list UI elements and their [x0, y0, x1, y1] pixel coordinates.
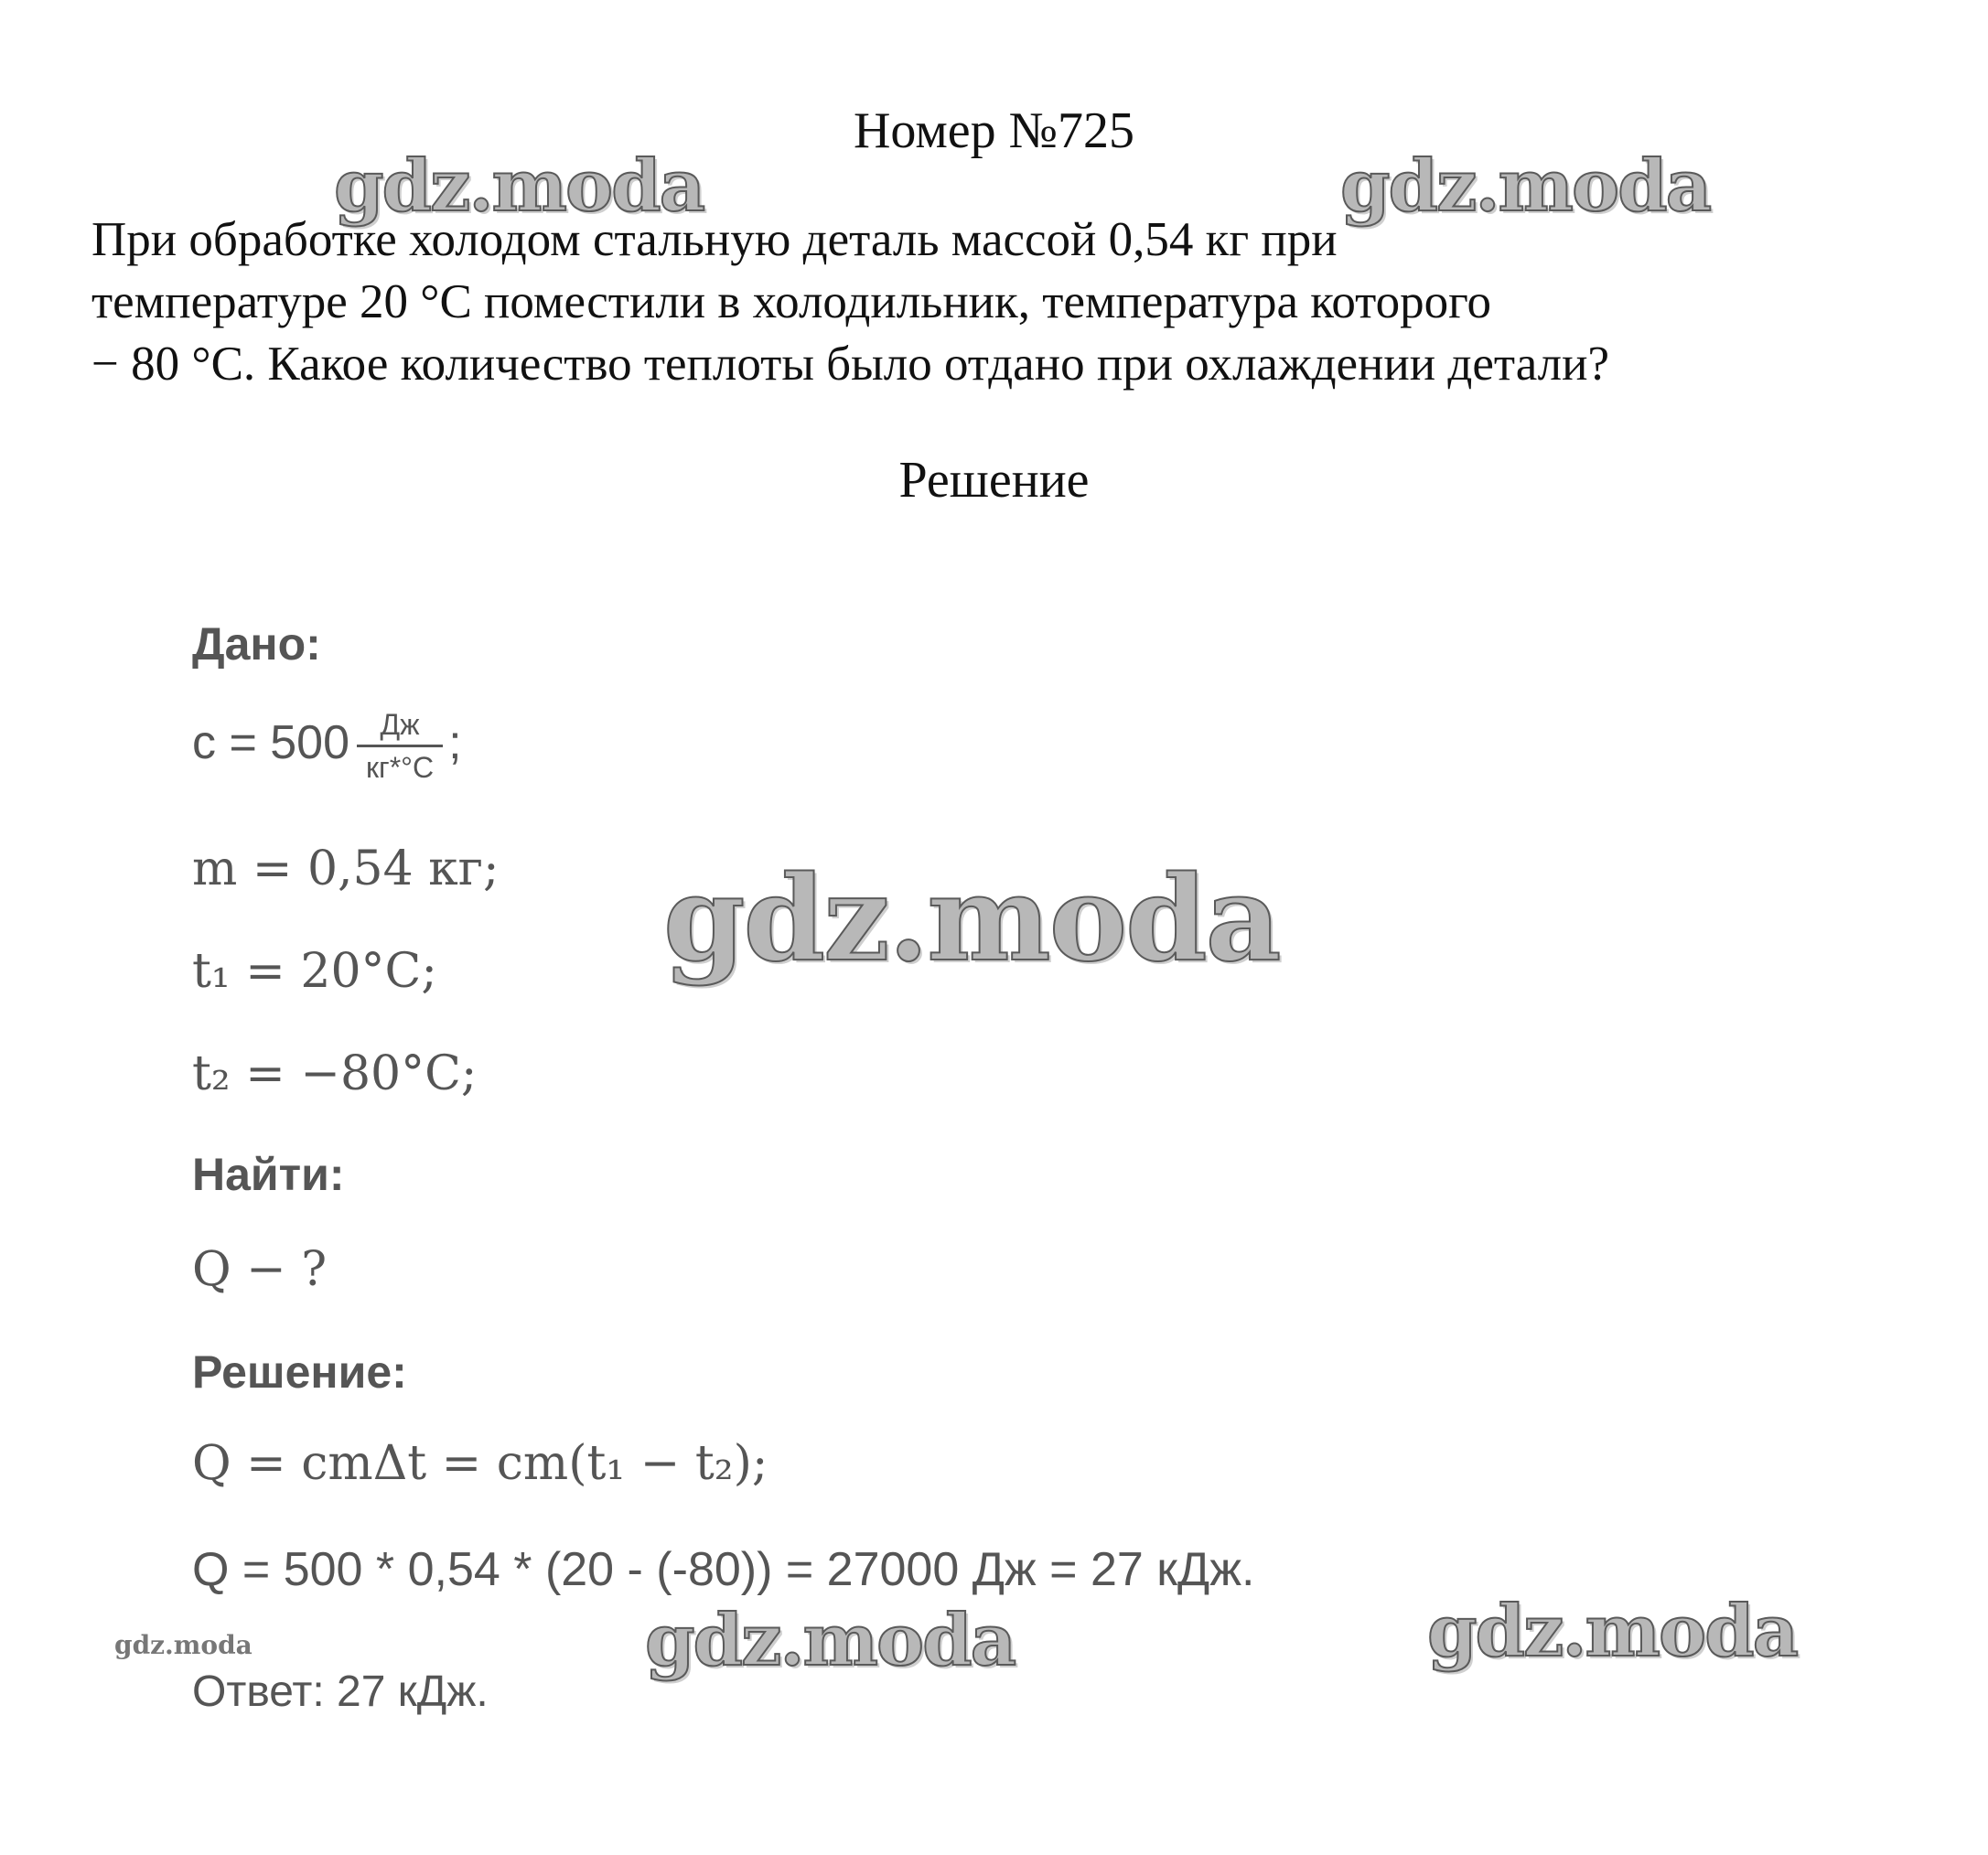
watermark-top-left: gdz.moda	[334, 145, 704, 228]
solution-heading: Решение	[898, 452, 1090, 509]
problem-statement	[91, 209, 1903, 395]
watermark-small: gdz.moda	[114, 1630, 253, 1660]
problem-line: температуре 20 °С поместили в холодильник, температура которого	[91, 275, 1492, 328]
given-label: Дано:	[192, 618, 321, 670]
given-c-suffix: ;	[448, 716, 462, 770]
find-label: Найти:	[192, 1149, 345, 1200]
solution-label: Решение:	[192, 1346, 407, 1398]
watermark-bottom-right: gdz.moda	[1427, 1590, 1798, 1673]
watermark-top-right: gdz.moda	[1340, 145, 1711, 228]
page-title: Номер №725	[853, 102, 1135, 159]
problem-line: − 80 °С. Какое количество теплоты было отдано при охлаждении детали?	[91, 338, 1610, 391]
problem-line: При обработке холодом стальную деталь массой 0,54 кг при	[91, 213, 1338, 266]
find-value: Q − ?	[192, 1242, 328, 1297]
watermark-bottom-center: gdz.moda	[645, 1599, 1015, 1682]
given-c-unit-fraction	[357, 706, 443, 786]
given-c	[192, 706, 462, 786]
solution-calculation: Q = 500 * 0,54 * (20 - (-80)) = 27000 Дж = 27 кДж.	[192, 1543, 1255, 1596]
given-t1: t₁ = 20°C;	[192, 944, 437, 999]
given-t2: t₂ = −80°C;	[192, 1046, 478, 1101]
given-mass: m = 0,54 кг;	[192, 842, 500, 896]
solution-formula: Q = cmΔt = cm(t₁ − t₂);	[192, 1436, 768, 1491]
solution-answer: Ответ: 27 кДж.	[192, 1667, 489, 1716]
watermark-center: gdz.moda	[663, 851, 1280, 988]
unit-denominator: кг*°С	[366, 751, 435, 784]
unit-numerator: Дж	[357, 706, 443, 747]
given-c-prefix: с = 500	[192, 716, 350, 770]
